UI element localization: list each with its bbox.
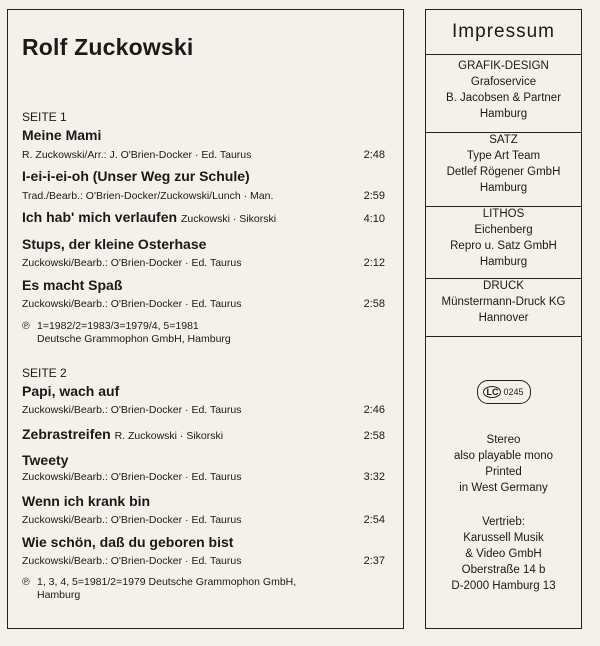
track-title: Es macht Spaß bbox=[22, 277, 123, 293]
info-line: Oberstraße 14 b bbox=[461, 564, 546, 576]
block-title: LITHOS bbox=[482, 208, 525, 220]
track-credits: Zuckowski/Bearb.: O'Brien-Docker · Ed. Taurus bbox=[22, 514, 242, 526]
label-code-logo bbox=[477, 380, 531, 404]
track-duration: 2:12 bbox=[363, 257, 385, 269]
track-duration: 4:10 bbox=[363, 213, 385, 225]
track-title: Papi, wach auf bbox=[22, 383, 120, 399]
track-title: Stups, der kleine Osterhase bbox=[22, 236, 207, 252]
track-credits: R. Zuckowski/Arr.: J. O'Brien-Docker · Ed. Taurus bbox=[22, 149, 252, 161]
track-credits: R. Zuckowski · Sikorski bbox=[114, 430, 224, 442]
track-duration: 2:59 bbox=[363, 190, 385, 202]
satz-block bbox=[426, 128, 581, 207]
track-duration: 2:58 bbox=[363, 430, 385, 442]
block-title: DRUCK bbox=[483, 280, 524, 292]
info-line: & Video GmbH bbox=[465, 548, 542, 560]
info-line: Stereo bbox=[486, 434, 521, 446]
block-line: Type Art Team bbox=[466, 150, 541, 162]
info-line: Printed bbox=[485, 466, 522, 478]
track-title: Ich hab' mich verlaufen bbox=[22, 209, 178, 225]
track-credits: Zuckowski · Sikorski bbox=[180, 213, 277, 225]
track-duration: 2:37 bbox=[363, 555, 385, 567]
track-duration: 2:46 bbox=[363, 404, 385, 416]
track-duration: 2:48 bbox=[363, 149, 385, 161]
track-credits: Zuckowski/Bearb.: O'Brien-Docker · Ed. Taurus bbox=[22, 404, 242, 416]
block-line: Hannover bbox=[478, 312, 529, 324]
druck-block bbox=[426, 274, 581, 337]
artist-name: Rolf Zuckowski bbox=[22, 34, 194, 60]
distribution-info bbox=[426, 514, 581, 594]
track-duration: 3:32 bbox=[363, 471, 385, 483]
track-title-row bbox=[22, 209, 276, 225]
block-line: Hamburg bbox=[479, 256, 528, 268]
impressum-panel bbox=[425, 9, 582, 629]
tracklist-panel bbox=[7, 9, 404, 629]
block-line: Repro u. Satz GmbH bbox=[450, 240, 557, 252]
phonogram-label: Deutsche Grammophon GmbH, Hamburg bbox=[37, 333, 231, 345]
track-credits: Zuckowski/Bearb.: O'Brien-Docker · Ed. Taurus bbox=[22, 257, 242, 269]
side-1-heading: SEITE 1 bbox=[22, 110, 67, 124]
lithos-block bbox=[426, 202, 581, 279]
track-title: Tweety bbox=[22, 452, 69, 468]
block-line: Hamburg bbox=[479, 108, 528, 120]
block-line: B. Jacobsen & Partner bbox=[445, 92, 562, 104]
grafik-design-block bbox=[426, 54, 581, 133]
track-duration: 2:54 bbox=[363, 514, 385, 526]
phonogram-note bbox=[22, 320, 362, 346]
track-credits: Zuckowski/Bearb.: O'Brien-Docker · Ed. Taurus bbox=[22, 555, 242, 567]
track-credits: Zuckowski/Bearb.: O'Brien-Docker · Ed. Taurus bbox=[22, 471, 242, 483]
track-title-row bbox=[22, 426, 223, 442]
phonogram-label: Hamburg bbox=[37, 589, 81, 601]
lc-letters: LC bbox=[483, 386, 501, 398]
impressum-heading: Impressum bbox=[426, 10, 581, 55]
info-line: D-2000 Hamburg 13 bbox=[451, 580, 556, 592]
side-2-heading: SEITE 2 bbox=[22, 366, 67, 380]
track-credits: Zuckowski/Bearb.: O'Brien-Docker · Ed. Taurus bbox=[22, 298, 242, 310]
block-title: SATZ bbox=[489, 134, 518, 146]
track-credits: Trad./Bearb.: O'Brien-Docker/Zuckowski/Lunch · Man. bbox=[22, 190, 274, 202]
phonogram-years: 1, 3, 4, 5=1981/2=1979 Deutsche Grammophon GmbH, bbox=[37, 576, 297, 588]
block-title: GRAFIK-DESIGN bbox=[458, 60, 549, 72]
block-line: Münstermann-Druck KG bbox=[441, 296, 566, 308]
stereo-info bbox=[426, 432, 581, 496]
phonogram-years: 1=1982/2=1983/3=1979/4, 5=1981 bbox=[37, 320, 199, 332]
track-title: Wie schön, daß du geboren bist bbox=[22, 534, 234, 550]
phonogram-symbol: ℗ bbox=[22, 576, 30, 588]
block-line: Eichenberg bbox=[474, 224, 533, 236]
track-title: I-ei-i-ei-oh (Unser Weg zur Schule) bbox=[22, 168, 250, 184]
phonogram-symbol: ℗ bbox=[22, 320, 30, 332]
info-line: also playable mono bbox=[453, 450, 554, 462]
info-line: Vertrieb: bbox=[482, 516, 525, 528]
phonogram-note bbox=[22, 576, 362, 602]
track-title: Zebrastreifen bbox=[22, 426, 111, 442]
block-line: Grafoservice bbox=[470, 76, 537, 88]
track-title: Meine Mami bbox=[22, 127, 102, 143]
lc-code: 0245 bbox=[503, 387, 524, 397]
info-line: Karussell Musik bbox=[463, 532, 544, 544]
info-line: in West Germany bbox=[459, 482, 548, 494]
block-line: Detlef Rögener GmbH bbox=[446, 166, 561, 178]
block-line: Hamburg bbox=[479, 182, 528, 194]
track-duration: 2:58 bbox=[363, 298, 385, 310]
track-title: Wenn ich krank bin bbox=[22, 493, 151, 509]
